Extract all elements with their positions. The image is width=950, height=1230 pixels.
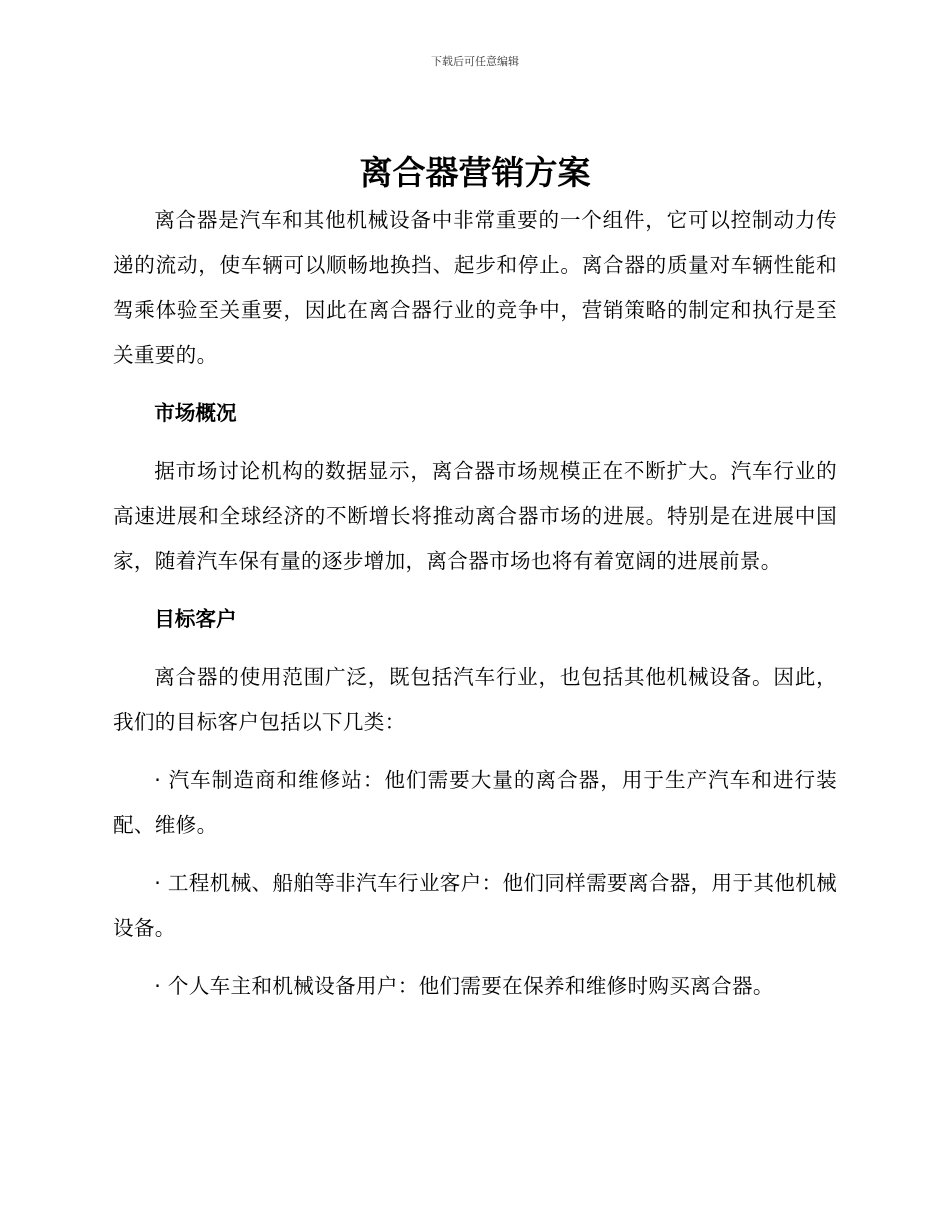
market-overview-paragraph: 据市场讨论机构的数据显示，离合器市场规模正在不断扩大。汽车行业的高速进展和全球经济的不断增长将推动离合器市场的进展。特别是在进展中国家，随着汽车保有量的逐步增加，离合器市场也将有着宽阔的进展前景。 — [113, 459, 837, 573]
bullet-item-individual-owners: · 个人车主和机械设备用户：他们需要在保养和维修时购买离合器。 — [154, 974, 774, 998]
document-body — [113, 198, 837, 1022]
target-customers-paragraph: 离合器的使用范围广泛，既包括汽车行业，也包括其他机械设备。因此，我们的目标客户包括以下几类： — [113, 665, 837, 734]
page-header-note: 下载后可任意编辑 — [431, 55, 519, 68]
bullet-item-non-auto-clients: · 工程机械、船舶等非汽车行业客户：他们同样需要离合器，用于其他机械设备。 — [113, 871, 837, 940]
section-heading-market-overview: 市场概况 — [154, 401, 237, 425]
section-heading-target-customers: 目标客户 — [154, 607, 237, 631]
document-title: 离合器营销方案 — [359, 153, 591, 192]
intro-paragraph: 离合器是汽车和其他机械设备中非常重要的一个组件，它可以控制动力传递的流动，使车辆可以顺畅地换挡、起步和停止。离合器的质量对车辆性能和驾乘体验至关重要，因此在离合器行业的竞争中，营销策略的制定和执行是至关重要的。 — [113, 208, 837, 367]
bullet-item-manufacturers: · 汽车制造商和维修站：他们需要大量的离合器，用于生产汽车和进行装配、维修。 — [113, 768, 837, 837]
